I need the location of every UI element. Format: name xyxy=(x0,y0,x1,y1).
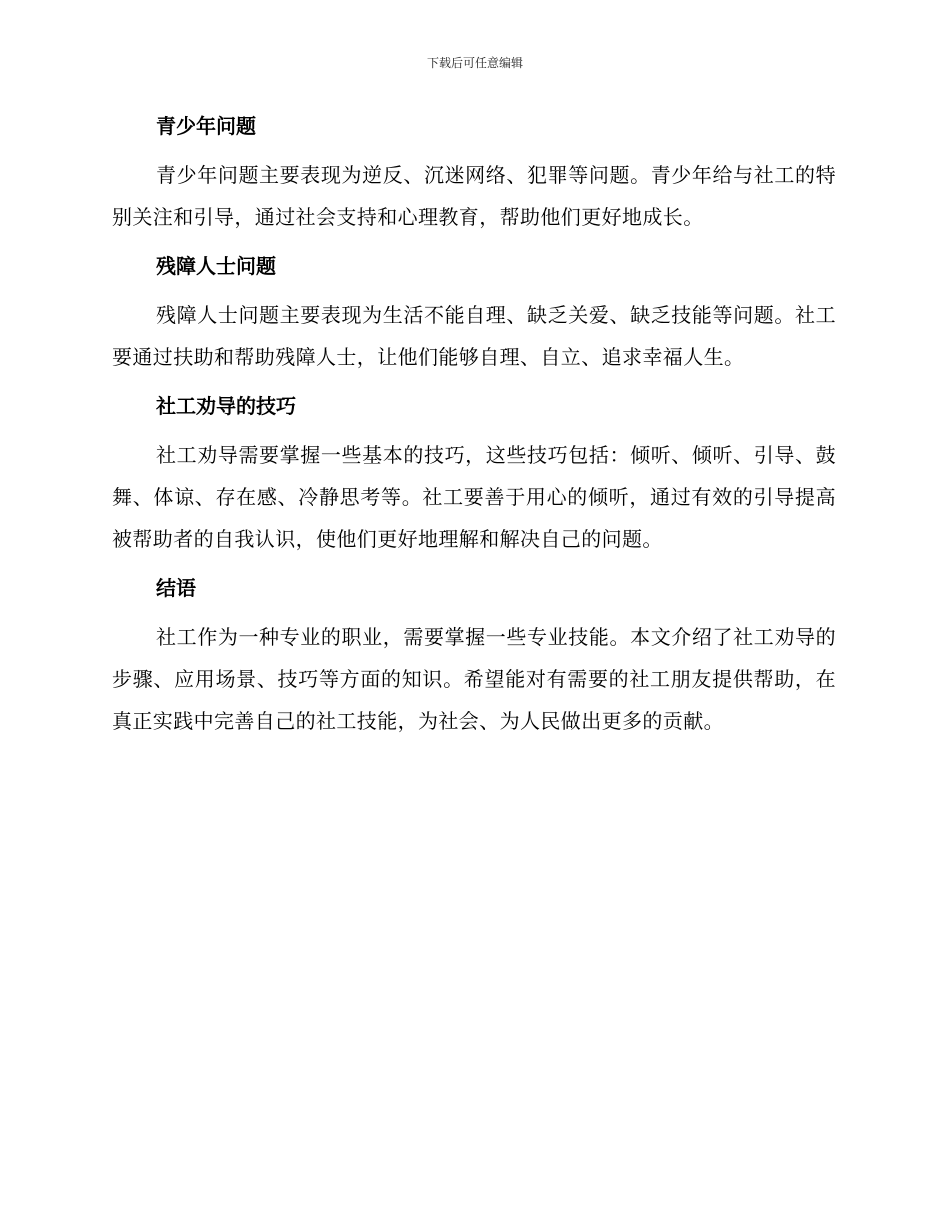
section-skills xyxy=(112,388,836,560)
section-paragraph: 青少年问题主要表现为逆反、沉迷网络、犯罪等问题。青少年给与社工的特别关注和引导，通过社会支持和心理教育，帮助他们更好地成长。 xyxy=(112,163,836,229)
section-heading: 残障人士问题 xyxy=(156,254,276,278)
section-heading: 结语 xyxy=(156,576,196,600)
section-paragraph: 社工作为一种专业的职业，需要掌握一些专业技能。本文介绍了社工劝导的步骤、应用场景、技巧等方面的知识。希望能对有需要的社工朋友提供帮助，在真正实践中完善自己的社工技能，为社会、为人民做出更多的贡献。 xyxy=(112,625,836,733)
section-paragraph: 社工劝导需要掌握一些基本的技巧，这些技巧包括：倾听、倾听、引导、鼓舞、体谅、存在感、冷静思考等。社工要善于用心的倾听，通过有效的引导提高被帮助者的自我认识，使他们更好地理解和解决自己的问题。 xyxy=(112,443,836,551)
section-conclusion xyxy=(112,570,836,742)
document-body xyxy=(112,108,836,752)
section-heading: 青少年问题 xyxy=(156,114,256,138)
section-heading: 社工劝导的技巧 xyxy=(156,394,296,418)
section-youth xyxy=(112,108,836,238)
section-disabled xyxy=(112,248,836,378)
page-header: 下载后可任意编辑 xyxy=(426,56,523,70)
section-paragraph: 残障人士问题主要表现为生活不能自理、缺乏关爱、缺乏技能等问题。社工要通过扶助和帮助残障人士，让他们能够自理、自立、追求幸福人生。 xyxy=(112,303,836,369)
